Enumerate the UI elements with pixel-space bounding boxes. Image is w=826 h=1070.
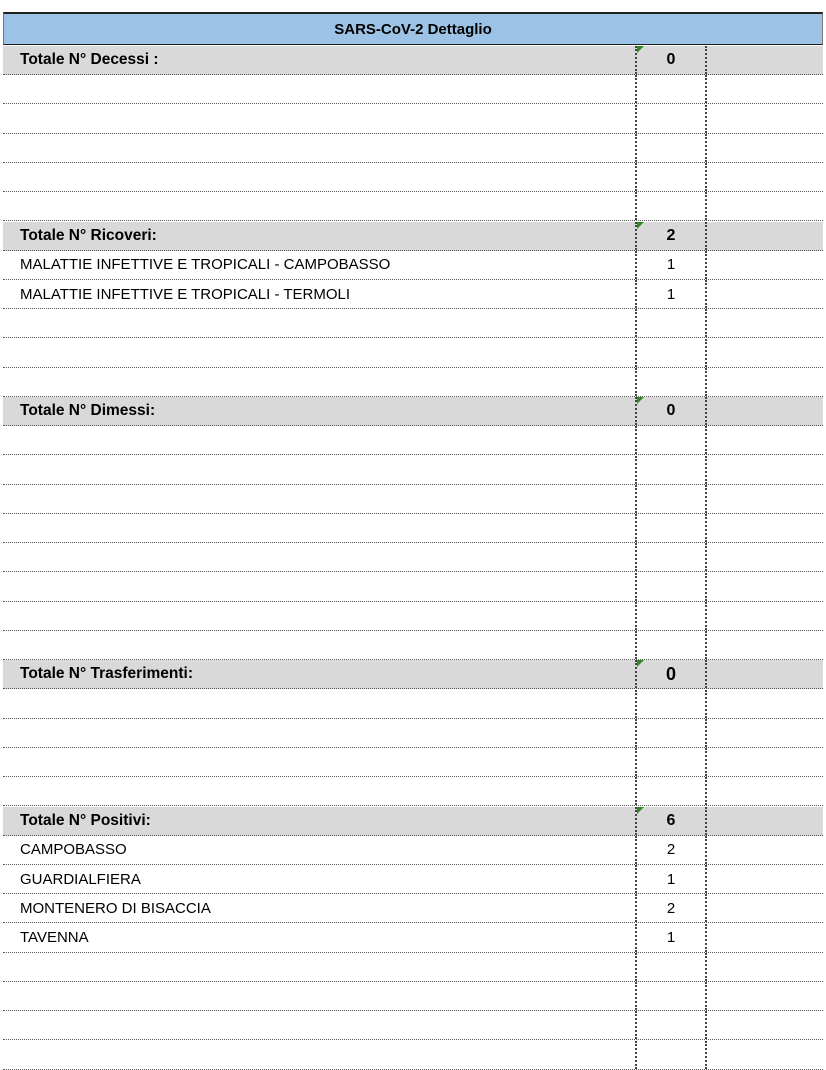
section-label[interactable]: Totale N° Dimessi: xyxy=(20,402,156,419)
empty-cell[interactable] xyxy=(707,134,823,162)
section-total[interactable]: 2 xyxy=(635,222,707,250)
empty-cell[interactable] xyxy=(635,690,707,718)
empty-cell[interactable] xyxy=(707,46,823,74)
empty-row[interactable] xyxy=(3,485,823,514)
empty-cell[interactable] xyxy=(635,953,707,981)
item-name[interactable]: MONTENERO DI BISACCIA xyxy=(20,899,211,917)
empty-row[interactable] xyxy=(3,368,823,397)
section-total[interactable]: 0 xyxy=(635,397,707,425)
empty-cell[interactable] xyxy=(3,514,635,542)
empty-cell[interactable] xyxy=(707,982,823,1010)
empty-cell[interactable] xyxy=(3,953,635,981)
empty-cell[interactable] xyxy=(635,719,707,747)
section-label[interactable]: Totale N° Ricoveri: xyxy=(20,226,157,244)
section-label[interactable]: Totale N° Positivi: xyxy=(20,811,151,829)
empty-row[interactable] xyxy=(3,602,823,631)
empty-row[interactable] xyxy=(3,134,823,163)
empty-cell[interactable] xyxy=(3,134,635,162)
empty-row[interactable] xyxy=(3,426,823,455)
empty-cell[interactable] xyxy=(707,456,823,484)
empty-cell[interactable] xyxy=(707,397,823,425)
section-total[interactable]: 0 xyxy=(635,660,707,688)
empty-cell[interactable] xyxy=(3,573,635,601)
empty-row[interactable] xyxy=(3,748,823,777)
empty-cell[interactable] xyxy=(635,631,707,659)
empty-cell[interactable] xyxy=(707,105,823,133)
empty-cell[interactable] xyxy=(635,982,707,1010)
empty-cell[interactable] xyxy=(635,456,707,484)
empty-cell[interactable] xyxy=(3,368,635,396)
comment-indicator-icon xyxy=(637,660,644,667)
empty-row[interactable] xyxy=(3,105,823,134)
item-value[interactable]: 1 xyxy=(635,924,707,952)
empty-cell[interactable] xyxy=(707,485,823,513)
section-header-trasferimenti[interactable] xyxy=(3,660,823,689)
empty-cell[interactable] xyxy=(3,602,635,630)
empty-cell[interactable] xyxy=(3,309,635,337)
table-row[interactable] xyxy=(3,280,823,309)
empty-cell[interactable] xyxy=(3,105,635,133)
empty-cell[interactable] xyxy=(707,865,823,893)
empty-cell[interactable] xyxy=(635,426,707,454)
empty-cell[interactable] xyxy=(635,777,707,805)
empty-row[interactable] xyxy=(3,777,823,806)
sheet-title: SARS-CoV-2 Dettaglio xyxy=(3,12,823,45)
empty-cell[interactable] xyxy=(3,339,635,367)
empty-cell[interactable] xyxy=(3,75,635,103)
empty-cell[interactable] xyxy=(707,602,823,630)
section-total[interactable]: 6 xyxy=(635,807,707,835)
empty-row[interactable] xyxy=(3,309,823,338)
empty-cell[interactable] xyxy=(707,660,823,688)
empty-cell[interactable] xyxy=(3,631,635,659)
empty-cell[interactable] xyxy=(635,163,707,191)
empty-cell[interactable] xyxy=(707,222,823,250)
section-header-ricoveri[interactable] xyxy=(3,222,823,251)
empty-cell[interactable] xyxy=(3,1011,635,1039)
empty-row[interactable] xyxy=(3,456,823,485)
item-value[interactable]: 2 xyxy=(635,894,707,922)
empty-cell[interactable] xyxy=(635,105,707,133)
empty-row[interactable] xyxy=(3,75,823,104)
table-row[interactable] xyxy=(3,894,823,923)
empty-cell[interactable] xyxy=(635,309,707,337)
section-header-decessi[interactable] xyxy=(3,46,823,75)
empty-cell[interactable] xyxy=(707,368,823,396)
empty-cell[interactable] xyxy=(635,748,707,776)
empty-cell[interactable] xyxy=(707,573,823,601)
table-row[interactable] xyxy=(3,924,823,953)
empty-row[interactable] xyxy=(3,1011,823,1040)
table-row[interactable] xyxy=(3,865,823,894)
section-header-positivi[interactable] xyxy=(3,807,823,836)
empty-cell[interactable] xyxy=(635,75,707,103)
empty-cell[interactable] xyxy=(635,485,707,513)
empty-cell[interactable] xyxy=(707,894,823,922)
empty-cell[interactable] xyxy=(635,368,707,396)
empty-cell[interactable] xyxy=(707,75,823,103)
empty-cell[interactable] xyxy=(707,719,823,747)
comment-indicator-icon xyxy=(637,46,644,53)
empty-cell[interactable] xyxy=(3,719,635,747)
comment-indicator-icon xyxy=(637,807,644,814)
item-name[interactable]: MALATTIE INFETTIVE E TROPICALI - CAMPOBASSO xyxy=(20,256,391,274)
item-value[interactable]: 2 xyxy=(635,836,707,864)
section-header-dimessi[interactable] xyxy=(3,397,823,426)
empty-row[interactable] xyxy=(3,953,823,982)
empty-cell[interactable] xyxy=(3,982,635,1010)
empty-cell[interactable] xyxy=(3,748,635,776)
empty-row[interactable] xyxy=(3,719,823,748)
empty-cell[interactable] xyxy=(707,924,823,952)
item-name[interactable]: CAMPOBASSO xyxy=(20,841,127,859)
empty-cell[interactable] xyxy=(707,777,823,805)
empty-cell[interactable] xyxy=(635,1041,707,1069)
empty-cell[interactable] xyxy=(707,807,823,835)
empty-row[interactable] xyxy=(3,163,823,192)
empty-cell[interactable] xyxy=(3,1041,635,1069)
item-value[interactable]: 1 xyxy=(635,251,707,279)
empty-cell[interactable] xyxy=(3,456,635,484)
empty-cell[interactable] xyxy=(707,163,823,191)
empty-cell[interactable] xyxy=(707,543,823,571)
item-name[interactable]: MALATTIE INFETTIVE E TROPICALI - TERMOLI xyxy=(20,285,351,303)
empty-cell[interactable] xyxy=(635,602,707,630)
empty-row[interactable] xyxy=(3,543,823,572)
empty-cell[interactable] xyxy=(707,1041,823,1069)
empty-row[interactable] xyxy=(3,339,823,368)
empty-cell[interactable] xyxy=(3,426,635,454)
empty-cell[interactable] xyxy=(707,339,823,367)
empty-cell[interactable] xyxy=(635,339,707,367)
empty-row[interactable] xyxy=(3,192,823,221)
empty-cell[interactable] xyxy=(3,543,635,571)
comment-indicator-icon xyxy=(637,397,644,404)
empty-cell[interactable] xyxy=(707,514,823,542)
table-row[interactable] xyxy=(3,836,823,865)
empty-row[interactable] xyxy=(3,982,823,1011)
empty-cell[interactable] xyxy=(707,631,823,659)
empty-cell[interactable] xyxy=(635,1011,707,1039)
empty-cell[interactable] xyxy=(707,309,823,337)
empty-cell[interactable] xyxy=(3,192,635,220)
empty-cell[interactable] xyxy=(707,1011,823,1039)
section-label[interactable]: Totale N° Trasferimenti: xyxy=(20,665,194,683)
item-name[interactable]: TAVENNA xyxy=(20,929,89,946)
spreadsheet xyxy=(3,12,823,1051)
empty-cell[interactable] xyxy=(3,777,635,805)
empty-cell[interactable] xyxy=(707,953,823,981)
empty-cell[interactable] xyxy=(635,192,707,220)
empty-cell[interactable] xyxy=(635,543,707,571)
empty-cell[interactable] xyxy=(3,690,635,718)
empty-row[interactable] xyxy=(3,514,823,543)
empty-cell[interactable] xyxy=(3,163,635,191)
empty-cell[interactable] xyxy=(635,134,707,162)
empty-cell[interactable] xyxy=(707,748,823,776)
item-name[interactable]: GUARDIALFIERA xyxy=(20,870,141,888)
empty-cell[interactable] xyxy=(707,426,823,454)
item-value[interactable]: 1 xyxy=(635,280,707,308)
empty-row[interactable] xyxy=(3,573,823,602)
empty-cell[interactable] xyxy=(707,280,823,308)
empty-cell[interactable] xyxy=(635,573,707,601)
empty-row[interactable] xyxy=(3,631,823,660)
item-value[interactable]: 1 xyxy=(635,865,707,893)
empty-cell[interactable] xyxy=(707,836,823,864)
empty-cell[interactable] xyxy=(3,485,635,513)
table-row[interactable] xyxy=(3,251,823,280)
empty-cell[interactable] xyxy=(635,514,707,542)
comment-indicator-icon xyxy=(637,222,644,229)
empty-cell[interactable] xyxy=(707,192,823,220)
empty-cell[interactable] xyxy=(707,251,823,279)
section-label[interactable]: Totale N° Decessi : xyxy=(20,51,159,68)
empty-cell[interactable] xyxy=(707,690,823,718)
empty-row[interactable] xyxy=(3,1041,823,1070)
section-total[interactable]: 0 xyxy=(635,46,707,74)
empty-row[interactable] xyxy=(3,690,823,719)
